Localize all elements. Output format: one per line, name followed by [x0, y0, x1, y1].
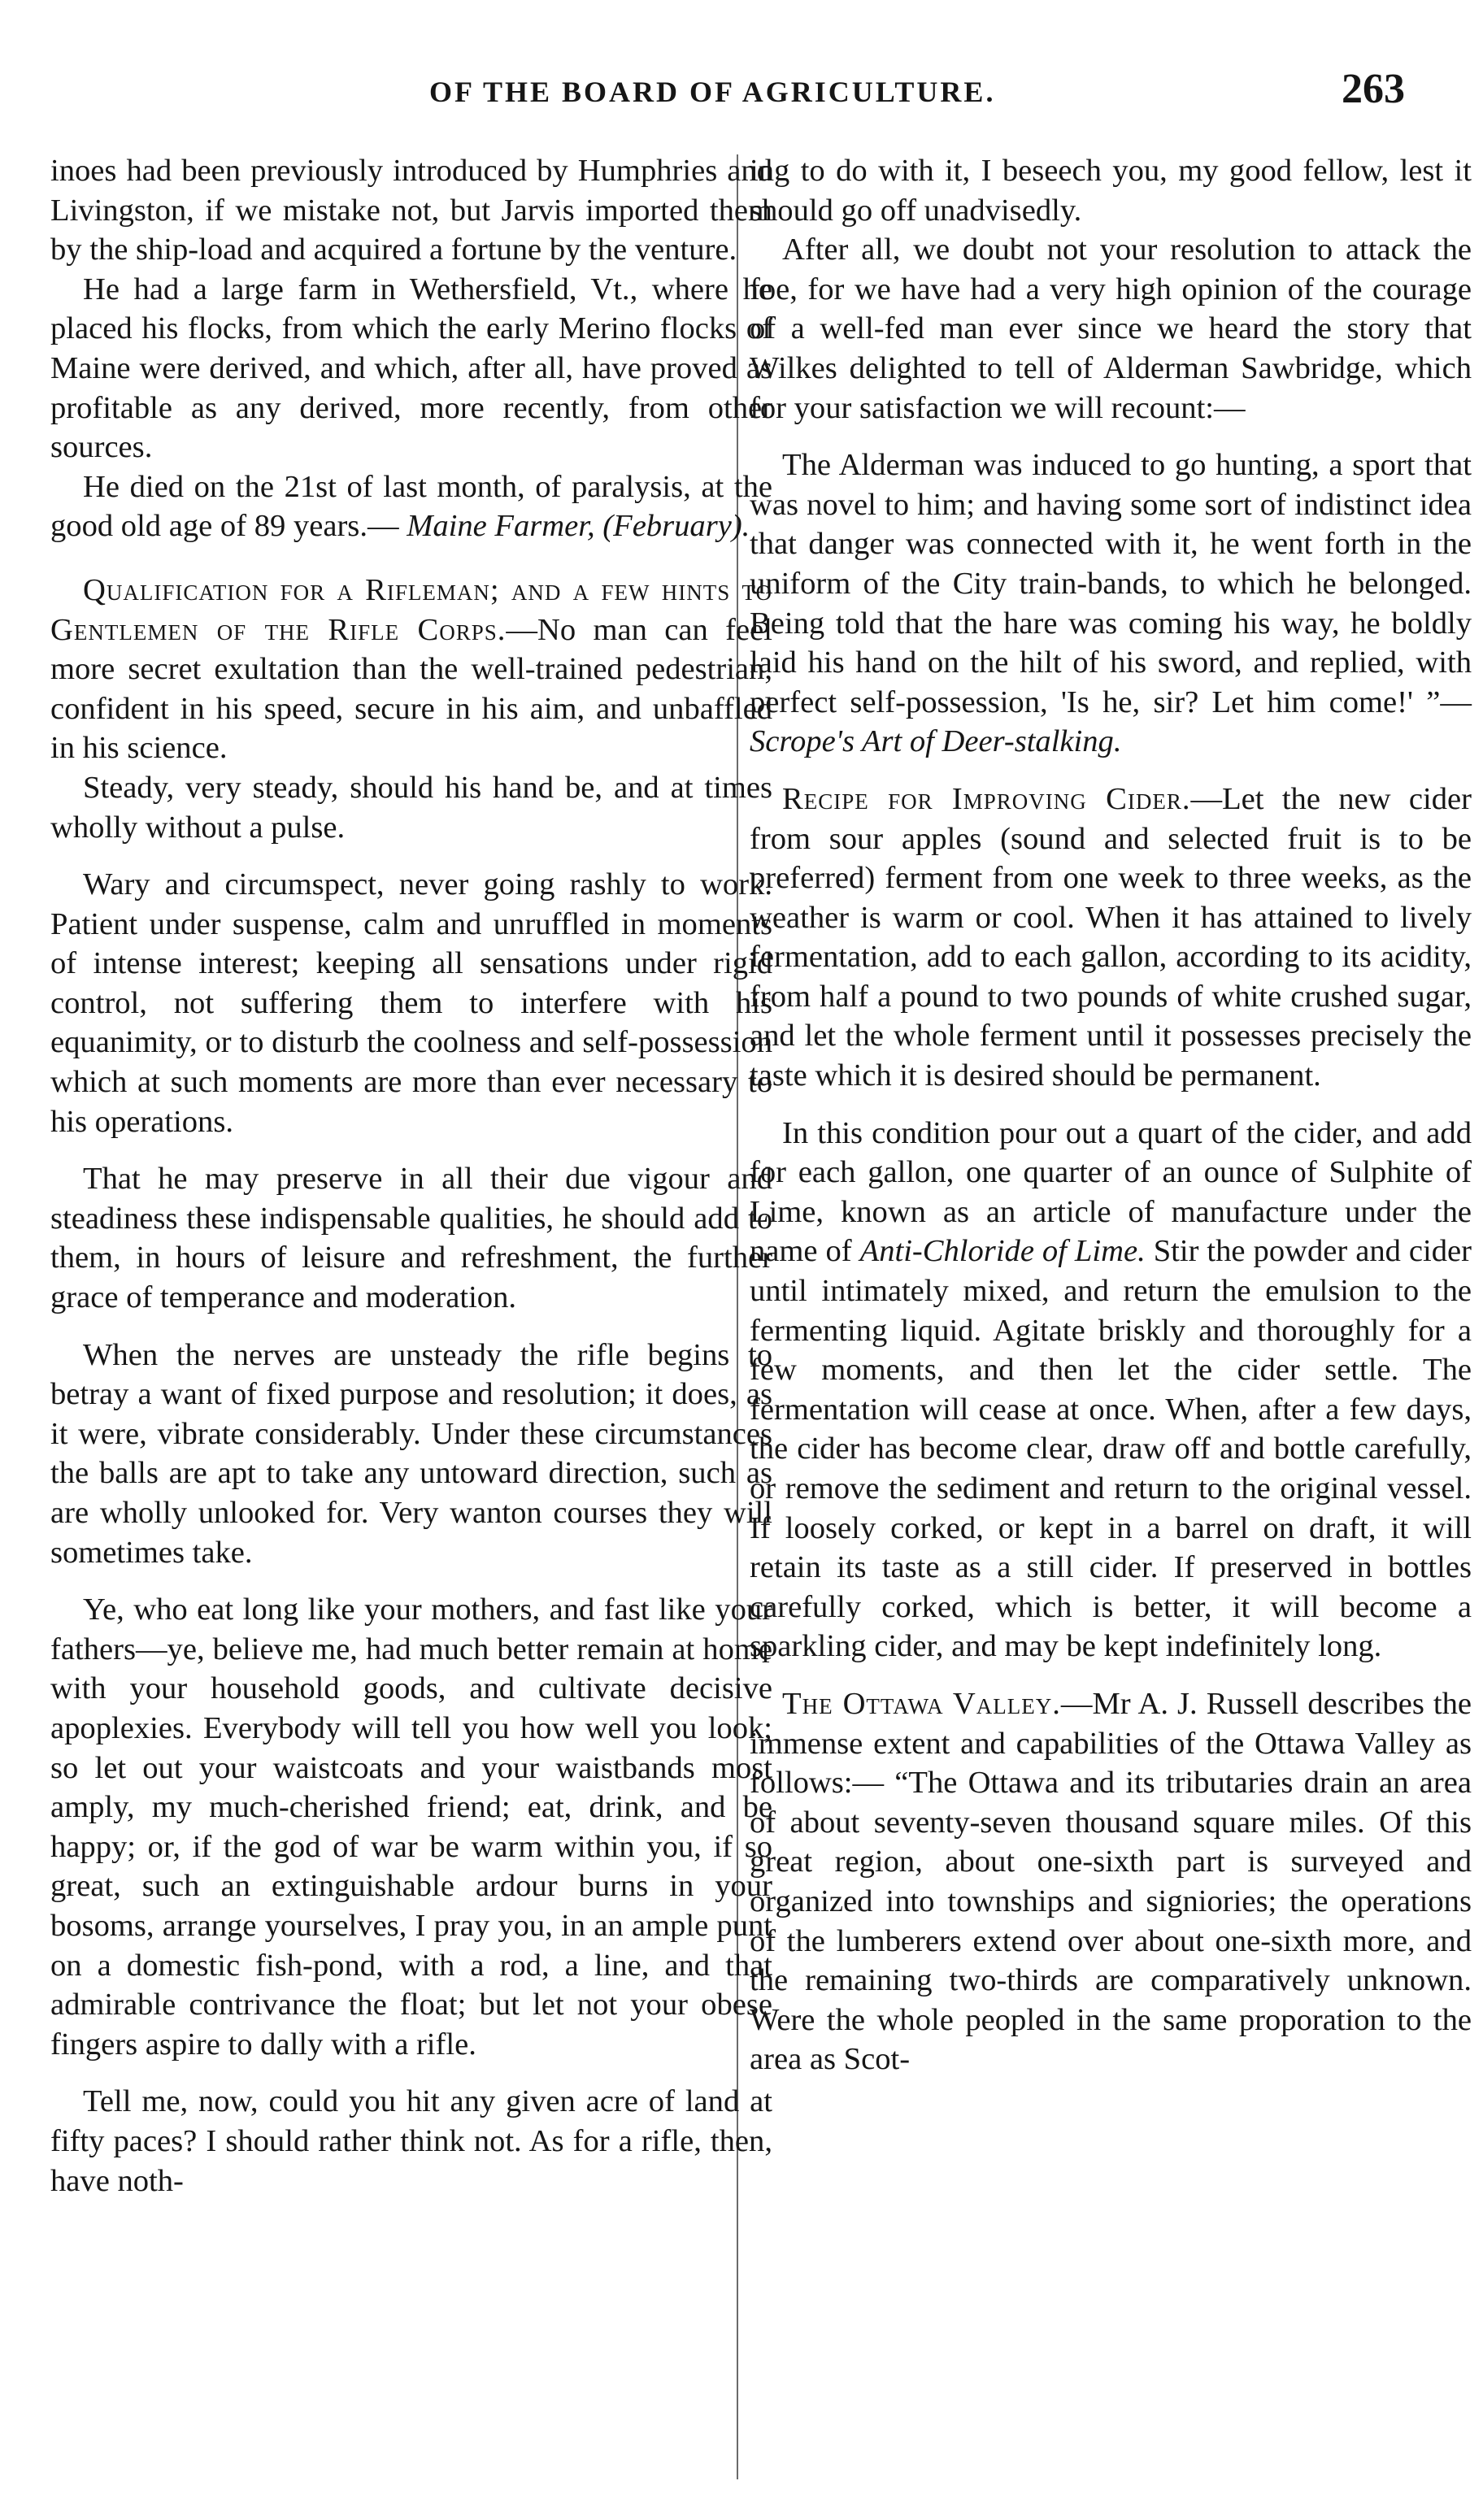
article-paragraph	[750, 1684, 1472, 2079]
article-heading: The Ottawa Valley.	[782, 1686, 1061, 1721]
paragraph-text: Stir the powder and cider until intimately mixed, and return the emulsion to the fermenting liquid. Agitate briskly and thoroughly for a few moments, and then let the cider settle. The fermentation will cease at once. When, after a few days, the cider has become clear, draw off and bottle carefully, or remove the sediment and return to the original vessel. If loosely corked, or kept in a barrel on draft, it will retain its taste as a still cider. If preserved in bottles carefully corked, which is better, it will become a sparkling cider, and may be kept indefinitely long.	[750, 1234, 1472, 1664]
article-paragraph	[750, 780, 1472, 1096]
paragraph-text: He died on the 21st of last month, of paralysis, at the good old age of 89 years.—	[50, 469, 772, 544]
article-heading: Recipe for Improving Cider.	[782, 781, 1191, 816]
left-column	[50, 151, 772, 2201]
paragraph: inoes had been previously introduced by Humphries and Livingston, if we mistake not, but Jarvis imported them by the ship-load and acquired a fortune by the venture.	[50, 154, 772, 267]
paragraph: After all, we doubt not your resolution to attack the foe, for we have had a very high opinion of the courage of a well-fed man ever since we heard the story that Wilkes delighted to tell of Alderman Sawbridge, which for your satisfaction we will recount:—	[750, 232, 1472, 425]
emphasized-term: Anti-Chloride of Lime.	[859, 1234, 1146, 1269]
article-heading: Qualification for a Rifleman; and a few hints to Gentlemen of the Rifle Corps.	[50, 572, 772, 647]
paragraph	[50, 467, 772, 546]
running-head	[0, 63, 1483, 120]
paragraph: Wary and circumspect, never going rashly to work. Patient under suspense, calm and unruffled in moments of intense interest; keeping all sensations under rigid control, not suffering them to interfere with his equanimity, or to disturb the coolness and self-possession which at such moments are more than ever necessary to his operations.	[50, 867, 772, 1139]
paragraph: ing to do with it, I beseech you, my good fellow, lest it should go off unadvisedly.	[750, 154, 1472, 228]
article-paragraph	[50, 571, 772, 768]
paragraph-text: —No man can feel more secret exultation than the well-trained pedestrian, confident in his speed, secure in his aim, and unbaffled in his science.	[50, 612, 772, 766]
running-title: OF THE BOARD OF AGRICULTURE.	[429, 76, 996, 108]
paragraph: Ye, who eat long like your mothers, and fast like your fathers—ye, believe me, had much better remain at home with your household goods, and cultivate decisive apoplexies. Everybody will tell you how well you look; so let out your waistcoats and your waistbands most amply, my much-cherished friend; eat, drink, and be happy; or, if the god of war be warm within you, if so great, such an extinguishable ardour burns in your bosoms, arrange yourselves, I pray you, in an ample punt on a domestic fish-pond, with a rod, a line, and that admirable contrivance the float; but let not your obese fingers aspire to dally with a rifle.	[50, 1592, 772, 2062]
page-number: 263	[1342, 66, 1405, 112]
paragraph: Steady, very steady, should his hand be, and at times wholly without a pulse.	[50, 770, 772, 845]
source-citation: Maine Farmer, (February).	[407, 509, 750, 544]
paragraph-text: —Mr A. J. Russell describes the immense extent and capabilities of the Ottawa Valley as follows:— “The Ottawa and its tributaries drain an area of about seventy-seven thousand square miles. Of this great region, about one-sixth part is surveyed and organized into townships and signiories; the operations of the lumberers extend over about one-sixth more, and the remaining two-thirds are comparatively unknown. Were the whole peopled in the same proporation to the area as Scot-	[750, 1686, 1472, 2077]
source-citation: Scrope's Art of Deer-stalking.	[750, 724, 1122, 759]
paragraph	[750, 1114, 1472, 1666]
paragraph-text: The Alderman was induced to go hunting, a sport that was novel to him; and having some sort of indistinct idea that danger was connected with it, he went forth in the uniform of the City train-bands, to which he belonged. Being told that the hare was coming his way, he boldly laid his hand on the hilt of his sword, and replied, with perfect self-possession, 'Is he, sir? Let him come!' ”—	[750, 448, 1472, 719]
right-column	[750, 151, 1472, 2079]
paragraph: That he may preserve in all their due vigour and steadiness these indispensable qualities, he should add to them, in hours of leisure and refreshment, the further grace of temperance and moderation.	[50, 1162, 772, 1315]
paragraph-text: —Let the new cider from sour apples (sound and selected fruit is to be preferred) ferment from one week to three weeks, as the weather is warm or cool. When it has attained to lively fermentation, add to each gallon, according to its acidity, from half a pound to two pounds of white crushed sugar, and let the whole ferment until it possesses precisely the taste which it is desired should be permanent.	[750, 781, 1472, 1093]
paragraph-text: In this condition pour out a quart of the cider, and add for each gallon, one quarter of an ounce of Sulphite of Lime, known as an article of manufacture under the name of	[750, 1115, 1472, 1269]
paragraph: Tell me, now, could you hit any given acre of land at fifty paces? I should rather think not. As for a rifle, then, have noth-	[50, 2084, 772, 2198]
paragraph: He had a large farm in Wethersfield, Vt., where he placed his flocks, from which the early Merino flocks of Maine were derived, and which, after all, have proved as profitable as any derived, more recently, from other sources.	[50, 272, 772, 465]
quoted-paragraph	[750, 445, 1472, 762]
paragraph: When the nerves are unsteady the rifle begins to betray a want of fixed purpose and resolution; it does, as it were, vibrate considerably. Under these circumstances the balls are apt to take any untoward direction, such as are wholly unlooked for. Very wanton courses they will sometimes take.	[50, 1337, 772, 1570]
